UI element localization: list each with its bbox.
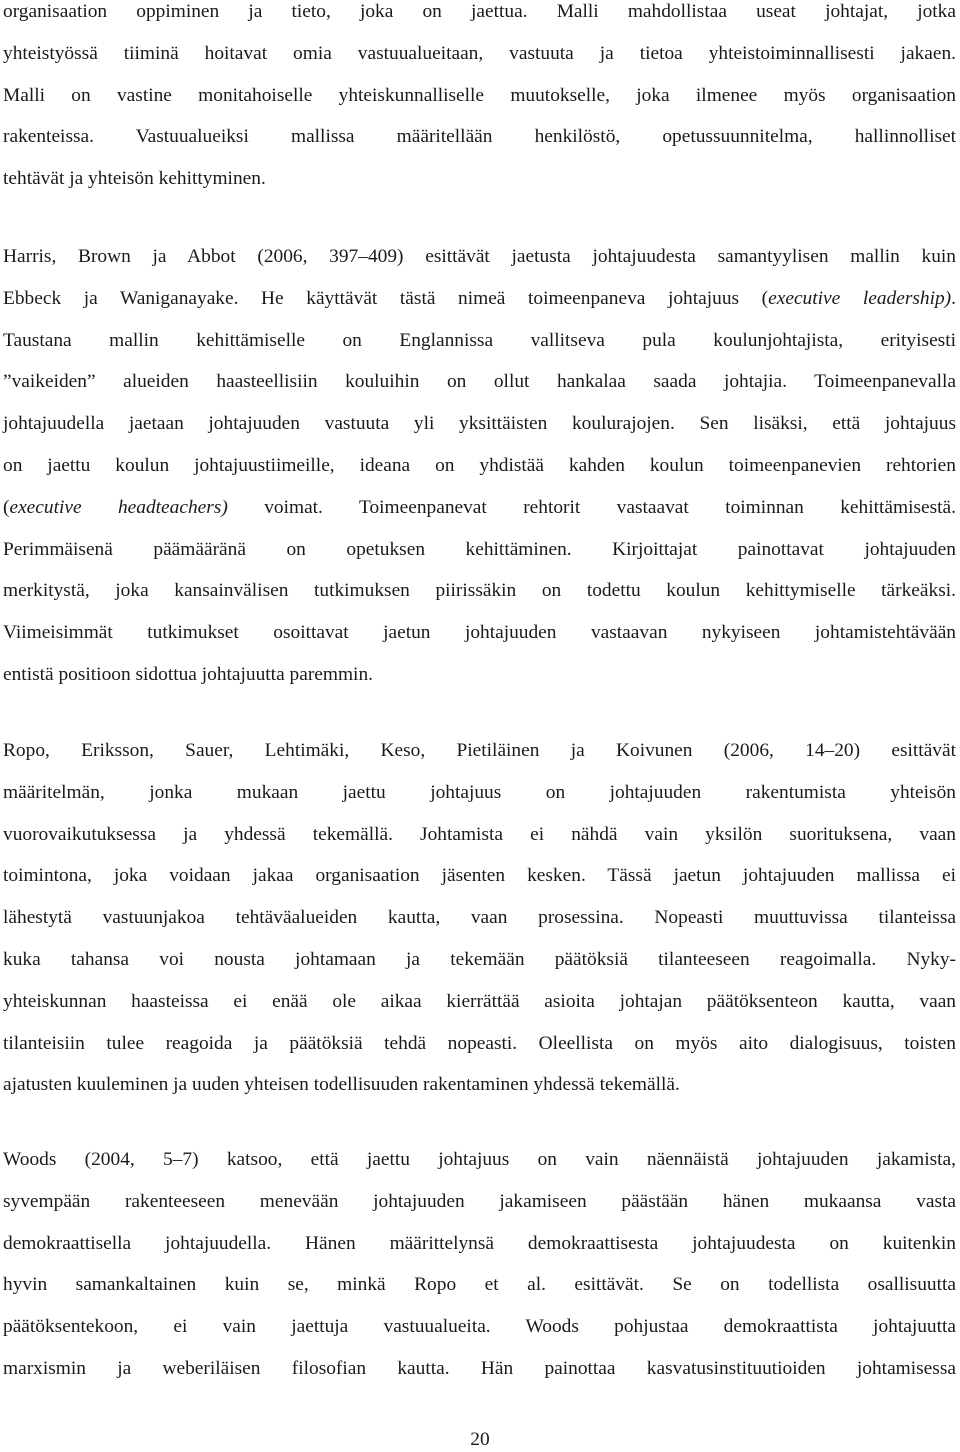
text-segment: Malli on vastine monitahoiselle yhteiskunnalliselle muutokselle, joka ilmenee myös organisaation bbox=[3, 84, 956, 106]
text-segment: ”vaikeiden” alueiden haasteellisiin kouluihin on ollut hankalaa saada johtajia. Toimeenpanevalla bbox=[3, 371, 956, 393]
text-segment: tehtävät ja yhteisön kehittyminen. bbox=[3, 168, 266, 190]
text-line bbox=[3, 403, 956, 445]
text-line bbox=[3, 278, 956, 320]
page-number: 20 bbox=[470, 1429, 490, 1450]
text-line bbox=[3, 529, 956, 571]
text-segment: Woods (2004, 5–7) katsoo, että jaettu johtajuus on vain näennäistä johtajuuden jakamista, bbox=[3, 1149, 956, 1170]
text-line bbox=[3, 33, 956, 75]
text-segment: entistä positioon sidottua johtajuutta paremmin. bbox=[3, 663, 373, 685]
text-segment: marxismin ja weberiläisen filosofian kautta. Hän painottaa kasvatusinstituutioiden johtamisessa bbox=[3, 1357, 956, 1379]
italic-text: executive leadership) bbox=[768, 287, 952, 309]
text-segment: Harris, Brown ja Abbot (2006, 397–409) esittävät jaetusta johtajuudesta samantyylisen mallin kuin bbox=[3, 246, 956, 267]
text-line bbox=[3, 772, 956, 814]
text-segment: Ropo, Eriksson, Sauer, Lehtimäki, Keso, Pietiläinen ja Koivunen (2006, 14–20) esittävät bbox=[3, 740, 956, 761]
text-segment: Taustana mallin kehittämiselle on Englannissa vallitseva pula koulunjohtajista, erityisesti bbox=[3, 329, 956, 351]
text-line bbox=[3, 814, 956, 856]
text-segment: yhteistyössä tiiminä hoitavat omia vastuualueitaan, vastuuta ja tietoa yhteistoiminnallisesti jakaen. bbox=[3, 42, 956, 64]
text-segment: hyvin samankaltainen kuin se, minkä Ropo et al. esittävät. Se on todellista osallisuutta bbox=[3, 1274, 956, 1296]
text-segment: johtajuudella jaetaan johtajuuden vastuuta yli yksittäisten koulurajojen. Sen lisäksi, että johtajuus bbox=[3, 413, 956, 435]
text-segment: merkitystä, joka kansainvälisen tutkimuksen piirissäkin on todettu koulun kehittymiselle tärkeäksi. bbox=[3, 580, 956, 602]
paragraph bbox=[3, 236, 956, 696]
italic-text: executive headteachers) bbox=[9, 496, 228, 518]
text-segment: . bbox=[951, 287, 957, 309]
text-line bbox=[3, 1348, 956, 1390]
text-segment: on jaettu koulun johtajuustiimeille, ideana on yhdistää kahden koulun toimeenpanevien rehtorien bbox=[3, 454, 956, 476]
text-line bbox=[3, 1181, 956, 1223]
text-line bbox=[3, 0, 956, 33]
text-line bbox=[3, 320, 956, 362]
text-segment: vuorovaikutuksessa ja yhdessä tekemällä. Johtamista ei nähdä vain yksilön suorituksena, vaan bbox=[3, 823, 956, 845]
text-line bbox=[3, 445, 956, 487]
text-line bbox=[3, 487, 956, 529]
text-line bbox=[3, 939, 956, 981]
text-segment: voimat. Toimeenpanevat rehtorit vastaavat toiminnan kehittämisestä. bbox=[227, 496, 956, 518]
text-segment: lähestytä vastuunjakoa tehtäväalueiden kautta, vaan prosessina. Nopeasti muuttuvissa tilanteissa bbox=[3, 907, 956, 929]
text-segment: yhteiskunnan haasteissa ei enää ole aikaa kierrättää asioita johtajan päätöksenteon kautta, vaan bbox=[3, 990, 956, 1012]
text-line bbox=[3, 1223, 956, 1265]
text-line bbox=[3, 612, 956, 654]
text-line bbox=[3, 730, 956, 772]
paragraph bbox=[3, 0, 956, 200]
text-line bbox=[3, 1139, 956, 1181]
paragraph bbox=[3, 730, 956, 1106]
text-segment: määritelmän, jonka mukaan jaettu johtajuus on johtajuuden rakentumista yhteisön bbox=[3, 781, 956, 803]
text-line bbox=[3, 116, 956, 158]
text-segment: Viimeisimmät tutkimukset osoittavat jaetun johtajuuden vastaavan nykyiseen johtamistehtävään bbox=[3, 622, 956, 644]
text-line bbox=[3, 897, 956, 939]
text-line bbox=[3, 654, 956, 696]
text-segment: Perimmäisenä päämääränä on opetuksen kehittäminen. Kirjoittajat painottavat johtajuuden bbox=[3, 538, 956, 560]
text-segment: ( bbox=[3, 496, 10, 518]
text-segment: toimintona, joka voidaan jakaa organisaation jäsenten kesken. Tässä jaetun johtajuuden mallissa ei bbox=[3, 865, 956, 887]
text-line bbox=[3, 1306, 956, 1348]
text-line bbox=[3, 1264, 956, 1306]
text-segment: organisaation oppiminen ja tieto, joka on jaettua. Malli mahdollistaa useat johtajat, jotka bbox=[3, 1, 956, 22]
text-line bbox=[3, 158, 956, 200]
text-line bbox=[3, 75, 956, 117]
text-segment: päätöksentekoon, ei vain jaettuja vastuualueita. Woods pohjustaa demokraattista johtajuutta bbox=[3, 1316, 956, 1338]
paragraph bbox=[3, 1139, 956, 1390]
text-segment: demokraattisella johtajuudella. Hänen määrittelynsä demokraattisesta johtajuudesta on kuitenkin bbox=[3, 1232, 956, 1254]
text-line bbox=[3, 570, 956, 612]
text-segment: syvempään rakenteeseen menevään johtajuuden jakamiseen päästään hänen mukaansa vasta bbox=[3, 1190, 956, 1212]
text-line bbox=[3, 236, 956, 278]
text-segment: Ebbeck ja Waniganayake. He käyttävät tästä nimeä toimeenpaneva johtajuus ( bbox=[3, 287, 769, 309]
text-line bbox=[3, 1064, 956, 1106]
text-segment: kuka tahansa voi nousta johtamaan ja tekemään päätöksiä tilanteeseen reagoimalla. Nyky- bbox=[3, 948, 956, 970]
text-segment: ajatusten kuuleminen ja uuden yhteisen todellisuuden rakentaminen yhdessä tekemällä. bbox=[3, 1074, 680, 1096]
text-line bbox=[3, 361, 956, 403]
text-line bbox=[3, 1023, 956, 1065]
text-segment: rakenteissa. Vastuualueiksi mallissa määritellään henkilöstö, opetussuunnitelma, hallinnolliset bbox=[3, 126, 956, 148]
text-segment: tilanteisiin tulee reagoida ja päätöksiä tehdä nopeasti. Oleellista on myös aito dialogisuus, toisten bbox=[3, 1032, 956, 1054]
text-line bbox=[3, 981, 956, 1023]
text-line bbox=[3, 855, 956, 897]
